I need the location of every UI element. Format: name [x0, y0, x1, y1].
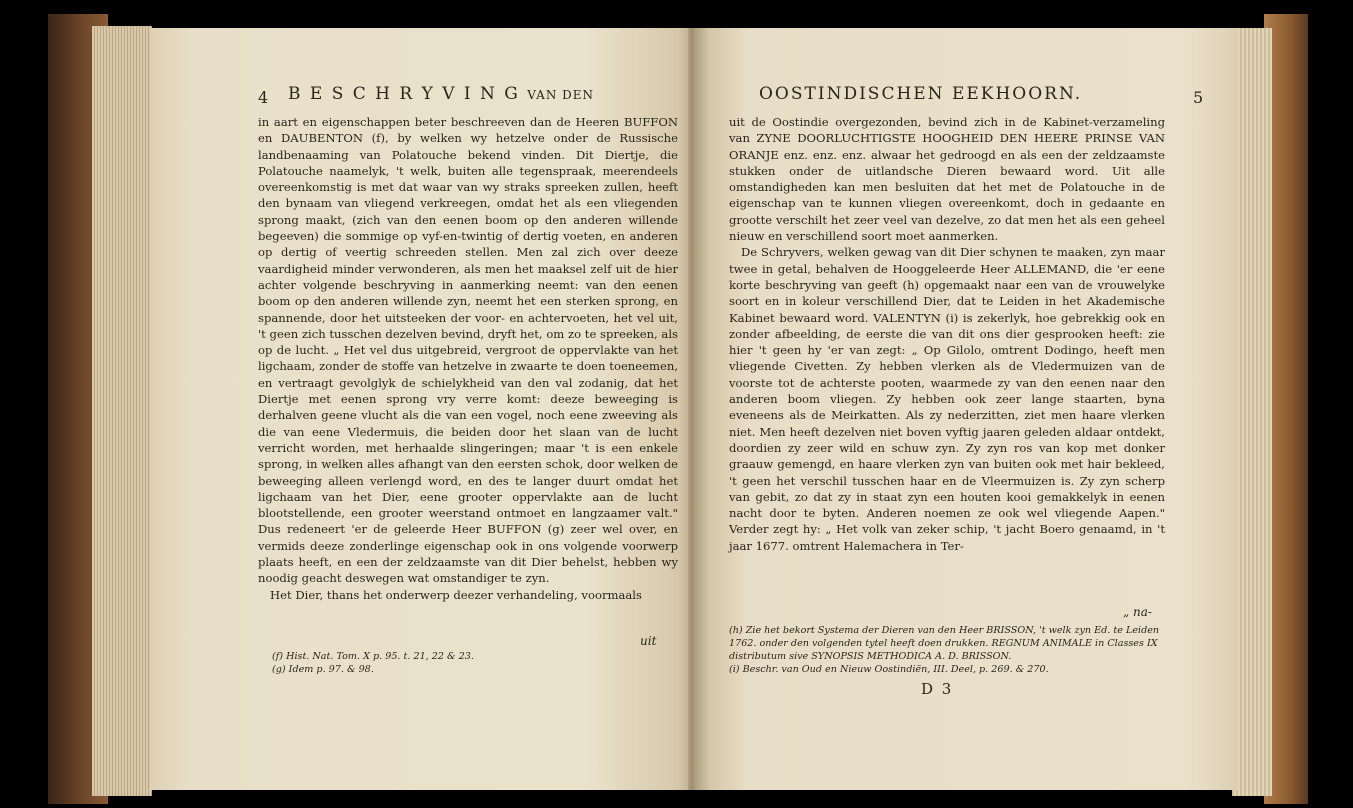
page-edges-left [92, 26, 152, 796]
right-page-body [729, 114, 1165, 554]
page-edges-right [1232, 28, 1272, 796]
running-head-left-small: VAN DEN [527, 88, 595, 102]
running-head-left [288, 84, 594, 104]
right-paragraph-2: De Schryvers, welken gewag van dit Dier schynen te maaken, zyn maar twee in getal, behalven de Hooggeleerde Heer ALLEMAND, die 'er eene korte beschryving van geeft (h) opgemaakt naar een van de vrouwelyke soort en in kolеur verschillend Dier, dat te Leiden in het Akademische Kabinet bewaard word. VALENTYN (i) is zekerlyk, hoe gebrekkig ook en zonder afbeelding, de eerste die van dit ons dier gesprooken heeft: zie hier 't geen hy 'er van zegt: „ Op Gilolo, omtrent Dodingo, heeft men vliegende Civetten. Zy hebben vlerken als de Vledermuizen van de voorste tot de achterste pooten, waarmede zy van den eenen naar den anderen boom vliegen. Zy hebben ook zeer lange staarten, byna eveneens als de Meirkatten. Als zy nederzitten, ziet men haare vlerken niet. Men heeft dezelven niet boven vyftig jaaren geleden aldaar ontdekt, doordien zy zeer wild en schuw zyn. Zy zyn ros van kop met donker graauw gemengd, en haare vlerken zyn van buiten ook met hair bekleed, 't geen het verschil tusschen haar en de Vleermuizen is. Zy zyn scherp van gebit, zo dat zy in staat zyn een houten kooi gemakkelyk in eenen nacht door te byten. Anderen noemen ze ook wel vliegende Aapen." Verder zegt hy: „ Het volk van zeker schip, 't jacht Boero genaamd, in 't jaar 1677. omtrent Halemachera in Ter- [729, 245, 1165, 553]
catchword-left: uit [640, 634, 657, 648]
footnote-f: (f) Hist. Nat. Tom. X p. 95. t. 21, 22 & 23. [272, 651, 474, 662]
footnotes-right [729, 624, 1165, 676]
catchword-right: „ na- [1123, 605, 1152, 619]
left-page-body [258, 114, 678, 603]
left-page [150, 28, 695, 790]
right-page [693, 28, 1238, 790]
page-number-left: 4 [258, 88, 269, 107]
running-head-right: OOSTINDISCHEN EEKHOORN. [759, 84, 1083, 104]
page-number-right: 5 [1193, 88, 1204, 107]
footnote-g: (g) Idem p. 97. & 98. [272, 664, 374, 675]
footnote-i: (i) Beschr. van Oud en Nieuw Oostindiën, III. Deel, p. 269. & 270. [729, 664, 1049, 675]
footnote-h: (h) Zie het bekort Systema der Dieren van den Heer BRISSON, 't welk zyn Ed. te Leiden 1762. onder den volgenden tytel heeft doen drukken. REGNUM ANIMALE in Classes IX distributum sive SYNOPSIS METHODICA A. D. BRISSON. [729, 625, 1160, 662]
left-paragraph-2: Het Dier, thans het onderwerp deezer verhandeling, voormaals [270, 587, 642, 602]
left-paragraph-1: in aart en eigenschappen beter beschreeven dan de Heeren BUFFON en DAUBENTON (f), by welken wy hetzelve onder de Russische landbenaaming van Polatouche bekend vinden. Dit Diertje, die Polatouche naamelyk, 't welk, buiten alle tegenspraak, meerendeels overeenkomstig is met dat waar van wy straks spreeken zullen, heeft den bynaam van vliegend verkreegen, omdat het als een vliegenden sprong maakt, (zich van den eenen boom op den anderen willende begeeven) die sommige op vyf-en-twintig of dertig voeten, en anderen op dertig of veertig schreeden stellen. Men zal zich over deeze vaardigheid minder verwonderen, als men het maaksel zelf uit de hier achter volgende beschryving in aanmerking neemt: van den eenen boom op den anderen willende zyn, neemt het een sterken sprong, en spannende, door het uitsteeken der voor- en achtervoeten, het vel uit, 't geen zich tusschen dezelven bevind, dryft het, om zo te spreeken, als op de lucht. „ Het vel dus uitgebreid, vergroot de oppervlakte van het ligchaam, zonder de stoffe van hetzelve in zwaarte te doen toeneemen, en vertraagt gevolglyk de schielykheid van den val zodanig, dat het Diertje met eenen sprong vry verre komt: deeze beweeging is derhalven geene vlucht als die van een vogel, noch eene zweeving als die van eene Vledermuis, die beiden door het slaan van de lucht verricht worden, met herhaalde slingeringen; maar 't is een enkele sprong, in welken alles afhangt van den eersten schok, door welken de beweeging alleen verlengd word, en des te langer duurt omdat het ligchaam van het Dier, eene grooter oppervlakte aan de lucht blootstellende, een grooter weerstand ontmoet en langzaamer valt." Dus redeneert 'er de geleerde Heer BUFFON (g) zeer wel over, en vermids deeze zonderlinge eigenschap ook in ons volgende voorwerp plaats heeft, en een der zeldzaamste van dit Dier behelst, hebben wy noodig geacht deswegen wat omstandiger te zyn. [258, 115, 678, 586]
signature-mark: D 3 [921, 680, 954, 698]
right-paragraph-1: uit de Oostindie overgezonden, bevind zich in de Kabinet-verzameling van ZYNE DOORLUCHTIGSTE HOOGHEID DEN HEERE PRINSE VAN ORANJE enz. enz. enz. alwaar het gedroogd en als een der zeldzaamste stukken onder de uitlandsche Dieren bewaard word. Uit alle omstandigheden kan men besluiten dat het met de Polatouche in de eigenschap van te kunnen vliegen overeenkomt, doch in gedaante en grootte verschilt het zeer veel van dezelve, zo dat men het als een geheel nieuw en verschillend soort moet aanmerken. [729, 115, 1165, 244]
footnotes-left [272, 650, 672, 676]
running-head-left-main: B E S C H R Y V I N G [288, 84, 520, 104]
